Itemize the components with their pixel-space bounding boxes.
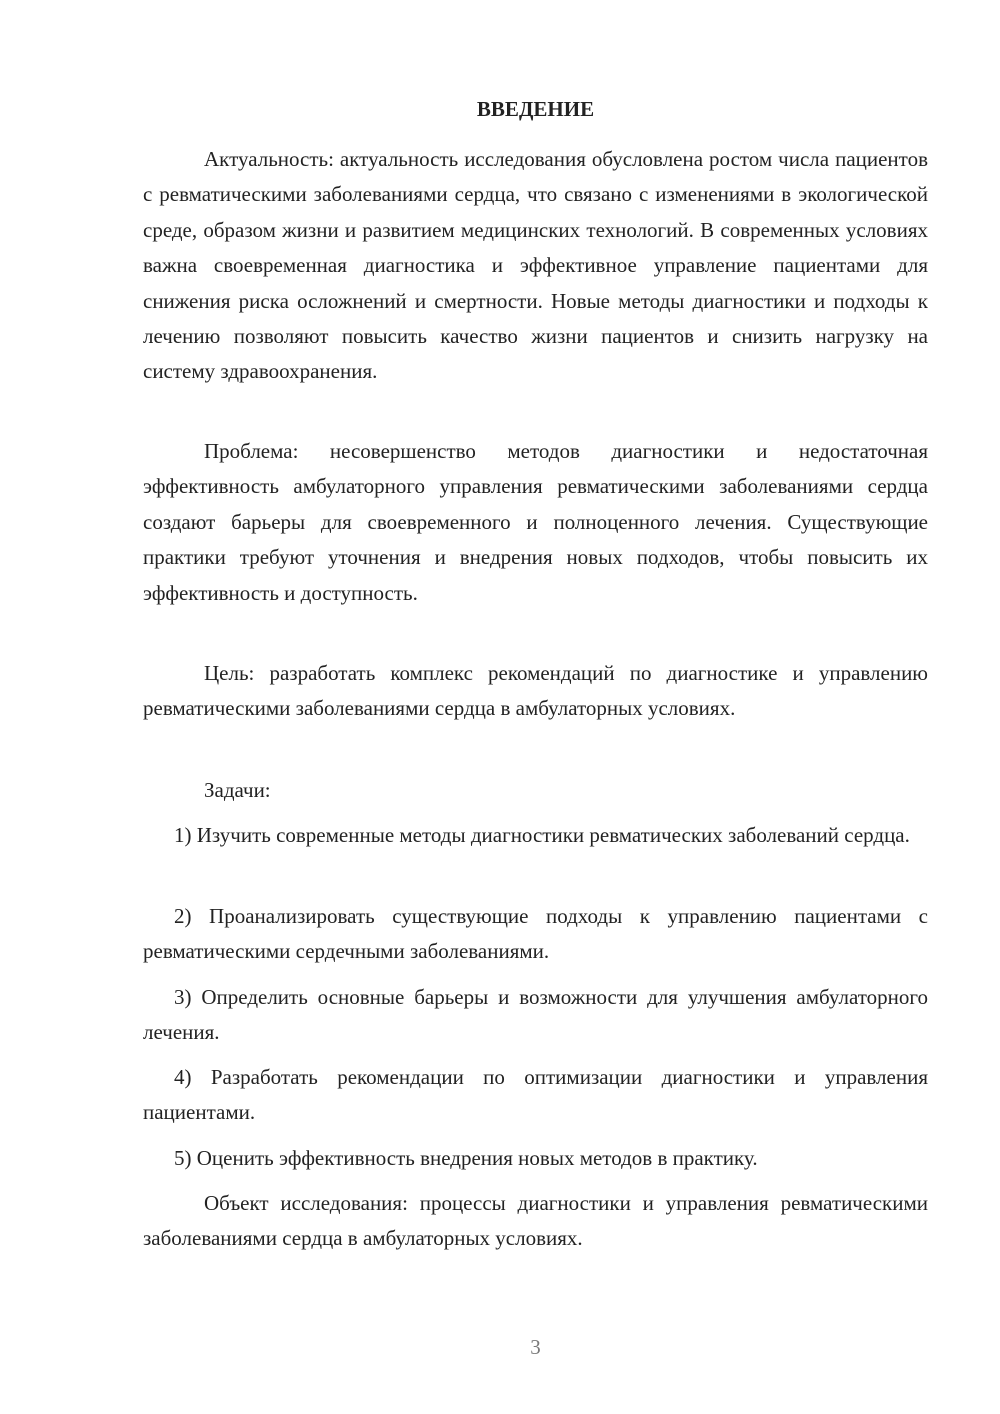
task-item-4: 4) Разработать рекомендации по оптимизации диагностики и управления пациентами.	[143, 1065, 928, 1125]
task-item-2: 2) Проанализировать существующие подходы к управлению пациентами с ревматическими сердечными заболеваниями.	[143, 904, 928, 964]
document-page	[143, 0, 928, 1414]
task-item-3: 3) Определить основные барьеры и возможности для улучшения амбулаторного лечения.	[143, 985, 928, 1045]
section-heading: ВВЕДЕНИЕ	[476, 97, 595, 121]
task-item-5: 5) Оценить эффективность внедрения новых методов в практику.	[174, 1146, 758, 1170]
page-number: 3	[530, 1335, 541, 1359]
goal-paragraph: Цель: разработать комплекс рекомендаций по диагностике и управлению ревматическими заболеваниями сердца в амбулаторных условиях.	[143, 661, 928, 721]
problem-paragraph: Проблема: несовершенство методов диагностики и недостаточная эффективность амбулаторного управления ревматическими заболеваниями сердца создают барьеры для своевременного и полноценного лечения. Существующие практики требуют уточнения и внедрения новых подходов, чтобы повысить их эффективность и доступность.	[143, 439, 928, 605]
tasks-heading: Задачи:	[204, 778, 271, 802]
task-item-1: 1) Изучить современные методы диагностики ревматических заболеваний сердца.	[174, 823, 910, 847]
object-paragraph: Объект исследования: процессы диагностики и управления ревматическими заболеваниями сердца в амбулаторных условиях.	[143, 1191, 928, 1251]
relevance-paragraph: Актуальность: актуальность исследования обусловлена ростом числа пациентов с ревматическими заболеваниями сердца, что связано с изменениями в экологической среде, образом жизни и развитием медицинских технологий. В современных условиях важна своевременная диагностика и эффективное управление пациентами для снижения риска осложнений и смертности. Новые методы диагностики и подходы к лечению позволяют повысить качество жизни пациентов и снизить нагрузку на систему здравоохранения.	[143, 147, 928, 384]
